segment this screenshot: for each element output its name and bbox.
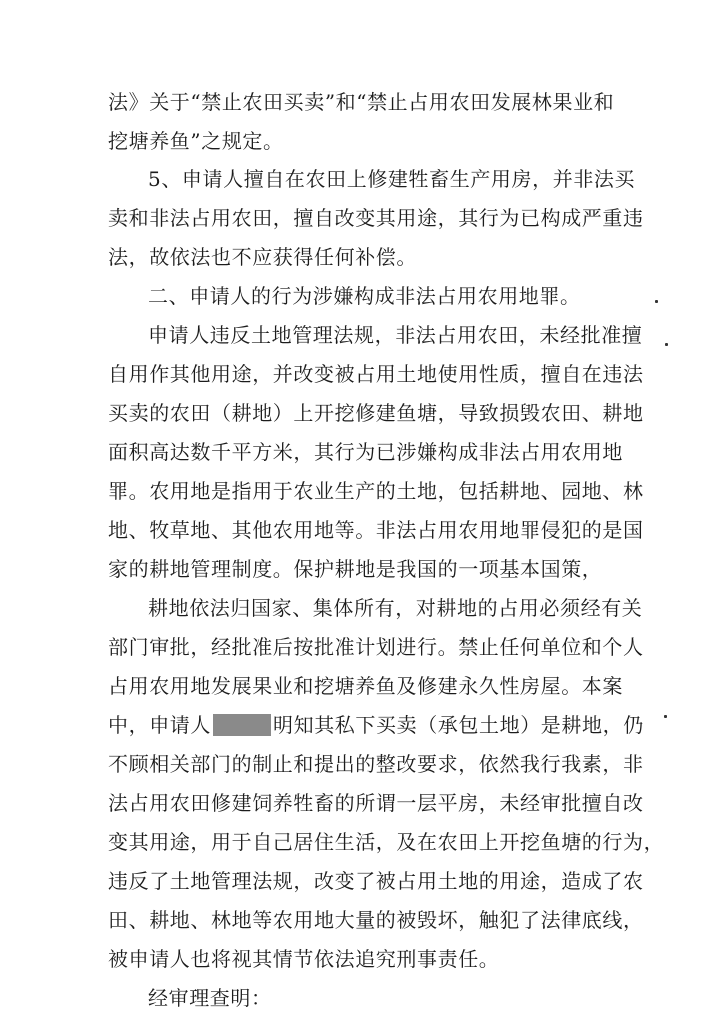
scan-speck (655, 300, 658, 303)
text-line: 变其用途，用于自己居住生活，及在农田上开挖鱼塘的行为， (108, 830, 665, 854)
text-line: 罪。农用地是指用于农业生产的土地，包括耕地、园地、林 (108, 479, 644, 503)
text-line: 家的耕地管理制度。保护耕地是我国的一项基本国策， (108, 557, 603, 581)
text-line: 5、申请人擅自在农田上修建牲畜生产用房，并非法买 (148, 167, 636, 191)
text-line: 法占用农田修建饲养牲畜的所谓一层平房，未经审批擅自改 (108, 791, 644, 815)
text-line: 挖塘养鱼”之规定。 (108, 129, 284, 153)
text-line: 法，故依法也不应获得任何补偿。 (108, 245, 417, 269)
text-line: 法》关于“禁止农田买卖”和“禁止占用农田发展林果业和 (108, 90, 615, 114)
text-line: 卖和非法占用农田，擅自改变其用途，其行为已构成严重违 (108, 206, 644, 230)
text-line-redacted (108, 712, 644, 738)
section-heading: 二、申请人的行为涉嫌构成非法占用农用地罪。 (148, 284, 581, 308)
text-line: 田、耕地、林地等农用地大量的被毁坏，触犯了法律底线， (108, 908, 644, 932)
text-line: 被申请人也将视其情节依法追究刑事责任。 (108, 947, 500, 971)
scan-speck (664, 715, 667, 718)
text-fragment: 明知其私下买卖（承包土地）是耕地，仍 (273, 713, 644, 737)
text-line: 部门审批，经批准后按批准计划进行。禁止任何单位和个人 (108, 635, 644, 659)
text-line: 面积高达数千平方米，其行为已涉嫌构成非法占用农用地 (108, 440, 623, 464)
text-line: 不顾相关部门的制止和提出的整改要求，依然我行我素，非 (108, 752, 644, 776)
text-line: 违反了土地管理法规，改变了被占用土地的用途，造成了农 (108, 869, 644, 893)
text-line: 耕地依法归国家、集体所有，对耕地的占用必须经有关 (148, 596, 643, 620)
text-line: 申请人违反土地管理法规，非法占用农田，未经批准擅 (148, 323, 643, 347)
redaction-block (213, 714, 271, 736)
scan-speck (665, 343, 668, 346)
text-fragment: 中，申请人 (108, 713, 211, 737)
text-line: 自用作其他用途，并改变被占用土地使用性质，擅自在违法 (108, 362, 644, 386)
text-line: 买卖的农田（耕地）上开挖修建鱼塘，导致损毁农田、耕地 (108, 401, 644, 425)
text-line: 地、牧草地、其他农用地等。非法占用农用地罪侵犯的是国 (108, 518, 644, 542)
text-line: 经审理查明： (148, 986, 272, 1010)
text-line: 占用农用地发展果业和挖塘养鱼及修建永久性房屋。本案 (108, 674, 623, 698)
